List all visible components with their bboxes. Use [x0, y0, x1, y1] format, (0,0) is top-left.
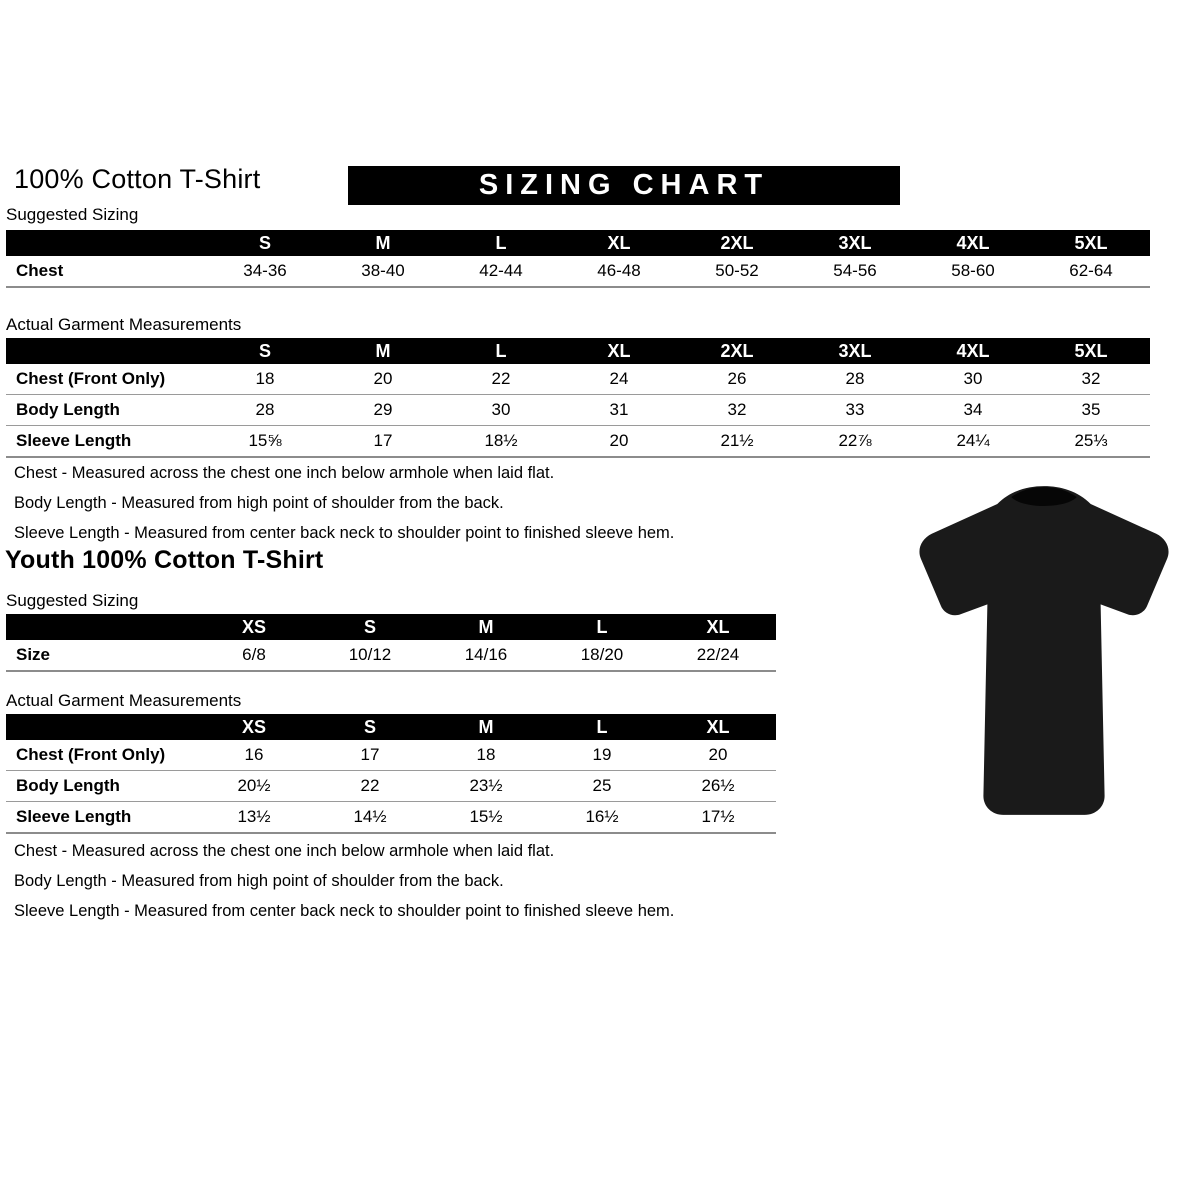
cell: 17	[373, 431, 393, 450]
size-col-header: XL	[660, 714, 776, 740]
table-row	[6, 740, 776, 771]
header-corner	[6, 614, 196, 640]
cell: 19	[592, 745, 612, 764]
adult-suggested-table	[6, 230, 1150, 288]
cell: 34	[963, 400, 983, 419]
header-corner	[6, 338, 206, 364]
cell: 23½	[469, 776, 503, 795]
size-col-header: L	[442, 338, 560, 364]
cell: 20	[373, 369, 393, 388]
cell: 18	[255, 369, 275, 388]
header-row	[6, 230, 1150, 256]
cell: 18	[476, 745, 496, 764]
header-corner	[6, 230, 206, 256]
cell: 38-40	[361, 261, 405, 280]
size-col-header: M	[428, 614, 544, 640]
size-col-header: L	[442, 230, 560, 256]
youth-suggested-table	[6, 614, 776, 672]
cell: 22⅞	[838, 431, 872, 450]
youth-actual-table	[6, 714, 776, 834]
adult-measurement-notes	[14, 458, 894, 548]
table-row	[6, 640, 776, 671]
cell: 20	[609, 431, 629, 450]
cell: 42-44	[479, 261, 523, 280]
cell: 54-56	[833, 261, 877, 280]
cell: 46-48	[597, 261, 641, 280]
youth-actual-label: Actual Garment Measurements	[6, 691, 242, 710]
cell: 15½	[469, 807, 503, 826]
youth-measurement-notes	[14, 836, 894, 926]
table-row	[6, 771, 776, 802]
cell: 13½	[237, 807, 271, 826]
cell: 18½	[484, 431, 518, 450]
header-row	[6, 714, 776, 740]
cell: 22/24	[696, 645, 740, 664]
header-corner	[6, 714, 196, 740]
size-col-header: 4XL	[914, 338, 1032, 364]
cell: 29	[373, 400, 393, 419]
note-chest: Chest - Measured across the chest one inch below armhole when laid flat.	[14, 842, 555, 860]
sizing-chart-banner: SIZING CHART	[348, 166, 900, 205]
cell: 10/12	[348, 645, 392, 664]
size-col-header: XS	[196, 714, 312, 740]
cell: 34-36	[243, 261, 287, 280]
size-col-header: M	[324, 230, 442, 256]
cell: 62-64	[1069, 261, 1113, 280]
cell: 33	[845, 400, 865, 419]
header-row	[6, 614, 776, 640]
size-col-header: 3XL	[796, 338, 914, 364]
size-col-header: 3XL	[796, 230, 914, 256]
cell: 26	[727, 369, 747, 388]
row-label: Sleeve Length	[16, 431, 132, 450]
row-label: Chest	[16, 261, 64, 280]
row-label: Size	[16, 645, 51, 664]
adult-title: 100% Cotton T-Shirt	[14, 164, 261, 194]
table-row	[6, 426, 1150, 458]
cell: 32	[1081, 369, 1101, 388]
size-col-header: S	[206, 338, 324, 364]
row-label: Sleeve Length	[16, 807, 132, 826]
cell: 16	[244, 745, 264, 764]
size-col-header: 5XL	[1032, 338, 1150, 364]
adult-suggested-label: Suggested Sizing	[6, 205, 139, 224]
cell: 18/20	[580, 645, 624, 664]
size-col-header: XL	[560, 338, 678, 364]
table-row	[6, 364, 1150, 395]
cell: 14½	[353, 807, 387, 826]
cell: 17½	[701, 807, 735, 826]
cell: 25	[592, 776, 612, 795]
cell: 24¼	[956, 431, 990, 450]
cell: 15⅝	[248, 431, 282, 450]
cell: 58-60	[951, 261, 995, 280]
note-body-length: Body Length - Measured from high point of shoulder from the back.	[14, 494, 504, 512]
row-label: Body Length	[16, 400, 120, 419]
cell: 17	[360, 745, 380, 764]
size-col-header: 2XL	[678, 338, 796, 364]
cell: 14/16	[464, 645, 508, 664]
cell: 25⅓	[1074, 431, 1108, 450]
table-row	[6, 256, 1150, 287]
cell: 20½	[237, 776, 271, 795]
size-col-header: L	[544, 714, 660, 740]
adult-actual-label: Actual Garment Measurements	[6, 315, 242, 334]
cell: 31	[609, 400, 629, 419]
row-label: Chest (Front Only)	[16, 369, 166, 388]
youth-title: Youth 100% Cotton T-Shirt	[5, 546, 324, 574]
size-col-header: S	[206, 230, 324, 256]
row-label: Body Length	[16, 776, 120, 795]
size-col-header: 5XL	[1032, 230, 1150, 256]
table-row	[6, 802, 776, 834]
row-label: Chest (Front Only)	[16, 745, 166, 764]
cell: 22	[491, 369, 511, 388]
tshirt-graphic	[895, 478, 1193, 830]
tshirt-body	[919, 486, 1168, 815]
cell: 32	[727, 400, 747, 419]
size-col-header: M	[324, 338, 442, 364]
note-body-length: Body Length - Measured from high point of shoulder from the back.	[14, 872, 504, 890]
cell: 16½	[585, 807, 619, 826]
adult-actual-table	[6, 338, 1150, 458]
size-col-header: 2XL	[678, 230, 796, 256]
size-col-header: M	[428, 714, 544, 740]
size-col-header: XL	[660, 614, 776, 640]
cell: 28	[255, 400, 275, 419]
size-col-header: S	[312, 614, 428, 640]
cell: 50-52	[715, 261, 759, 280]
cell: 30	[491, 400, 511, 419]
size-col-header: 4XL	[914, 230, 1032, 256]
cell: 21½	[720, 431, 754, 450]
cell: 26½	[701, 776, 735, 795]
tshirt-image	[895, 478, 1193, 830]
size-col-header: S	[312, 714, 428, 740]
cell: 30	[963, 369, 983, 388]
size-col-header: XS	[196, 614, 312, 640]
note-sleeve-length: Sleeve Length - Measured from center back neck to shoulder point to finished sleeve hem.	[14, 902, 675, 920]
size-col-header: XL	[560, 230, 678, 256]
cell: 28	[845, 369, 865, 388]
table-row	[6, 395, 1150, 426]
size-col-header: L	[544, 614, 660, 640]
youth-suggested-label: Suggested Sizing	[6, 591, 139, 610]
header-row	[6, 338, 1150, 364]
cell: 6/8	[242, 645, 266, 664]
cell: 24	[609, 369, 629, 388]
cell: 22	[360, 776, 380, 795]
note-sleeve-length: Sleeve Length - Measured from center back neck to shoulder point to finished sleeve hem.	[14, 524, 675, 542]
cell: 35	[1081, 400, 1101, 419]
cell: 20	[708, 745, 728, 764]
note-chest: Chest - Measured across the chest one inch below armhole when laid flat.	[14, 464, 555, 482]
